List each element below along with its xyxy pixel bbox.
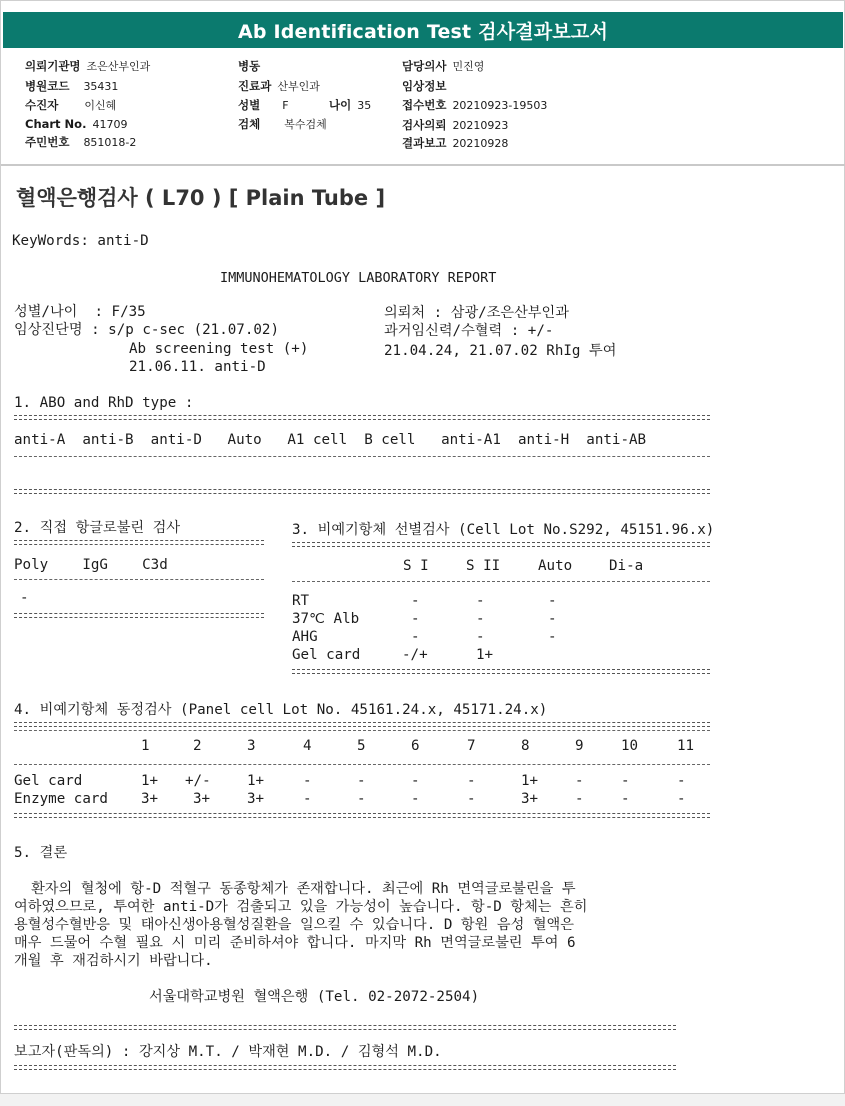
screening-value: -: [548, 629, 557, 645]
screening-col-dia: Di-a: [609, 558, 644, 574]
panel-value: 1+: [247, 773, 265, 789]
header-request-date: 검사의뢰 20210923: [402, 118, 509, 132]
panel-value: 1+: [141, 773, 159, 789]
lab-contact: 서울대학교병원 혈액은행 (Tel. 02-2072-2504): [149, 989, 480, 1005]
header-accession-no: 접수번호 20210923-19503: [402, 98, 548, 112]
conclusion-line: 용혈성수혈반응 및 태아신생아용혈성질환을 일으킬 수 있습니다. D 항원 음성 혈액은: [14, 917, 574, 933]
requester: 의뢰처 : 삼광/조은산부인과: [384, 305, 569, 321]
panel-mid-rule: [14, 764, 710, 765]
header-physician: 담당의사 민진영: [402, 59, 485, 73]
header-department: 진료과 산부인과: [238, 79, 320, 93]
screening-phase: RT: [292, 593, 310, 609]
dat-result: -: [20, 590, 29, 606]
header-chart-no: Chart No. 41709: [25, 117, 128, 131]
transfusion-history-line2: 21.04.24, 21.07.02 RhIg 투여: [384, 343, 617, 359]
panel-value: -: [575, 773, 584, 789]
screening-col-sii: S II: [466, 558, 501, 574]
header-age: 나이 35: [329, 98, 372, 112]
panel-value: 3+: [247, 791, 265, 807]
report-heading: IMMUNOHEMATOLOGY LABORATORY REPORT: [220, 270, 497, 286]
screening-phase: 37℃ Alb: [292, 611, 360, 627]
panel-value: -: [467, 773, 476, 789]
conclusion-line: 개월 후 재검하시기 바랍니다.: [14, 953, 213, 969]
dat-bottom-rule: [14, 613, 264, 618]
transfusion-history: 과거임신력/수혈력 : +/-: [384, 323, 554, 339]
dat-heading: 2. 직접 항글로불린 검사: [14, 520, 181, 536]
panel-cell-number: 3: [247, 738, 256, 754]
dat-top-rule: [14, 540, 264, 545]
screening-value: -: [476, 611, 485, 627]
header-institution: 의뢰기관명 조은산부인과: [25, 59, 151, 73]
clinical-diagnosis: 임상진단명 : s/p c-sec (21.07.02): [14, 322, 279, 338]
keywords: KeyWords: anti-D: [12, 233, 149, 249]
header-ward: 병동: [238, 59, 261, 73]
footer-top-rule: [14, 1025, 676, 1030]
header-hospital-code: 병원코드 35431: [25, 79, 119, 93]
panel-value: -: [677, 791, 686, 807]
clinical-diagnosis-line2: Ab screening test (+): [129, 341, 309, 357]
screening-mid-rule: [292, 581, 710, 582]
panel-cell-number: 8: [521, 738, 530, 754]
panel-cell-number: 5: [357, 738, 366, 754]
panel-value: 1+: [521, 773, 539, 789]
conclusion-line: 여하였으므로, 투여한 anti-D가 검출되고 있을 가능성이 높습니다. 항-D 항체는 흔히: [14, 899, 588, 915]
screening-heading: 3. 비예기항체 선별검사 (Cell Lot No.S292, 45151.96.x): [292, 522, 715, 538]
header-clinical-info: 임상정보: [402, 79, 447, 93]
screening-bottom-rule: [292, 669, 710, 674]
panel-cell-number: 1: [141, 738, 150, 754]
panel-cell-number: 7: [467, 738, 476, 754]
screening-value: -/+: [402, 647, 428, 663]
screening-value: -: [411, 629, 420, 645]
header-divider: [1, 164, 845, 166]
footer-bottom-rule: [14, 1065, 676, 1070]
header-report-date: 결과보고 20210928: [402, 136, 509, 150]
screening-value: -: [411, 611, 420, 627]
reporter: 보고자(판독의) : 강지상 M.T. / 박재현 M.D. / 김형석 M.D.: [14, 1044, 442, 1060]
panel-value: +/-: [185, 773, 211, 789]
abo-columns: anti-A anti-B anti-D Auto A1 cell B cell anti-A1 anti-H anti-AB: [14, 432, 647, 448]
panel-cell-number: 6: [411, 738, 420, 754]
report-title: Ab Identification Test 검사결과보고서: [3, 12, 843, 48]
section-title: 혈액은행검사 ( L70 ) [ Plain Tube ]: [16, 186, 386, 210]
screening-value: 1+: [476, 647, 494, 663]
screening-top-rule: [292, 542, 710, 547]
header-sex: 성별 F: [238, 98, 289, 112]
panel-cell-number: 10: [621, 738, 639, 754]
panel-value: -: [621, 791, 630, 807]
sex-age: 성별/나이 : F/35: [14, 304, 146, 320]
panel-cell-number: 11: [677, 738, 695, 754]
panel-cell-number: 2: [193, 738, 202, 754]
screening-value: -: [548, 611, 557, 627]
panel-heading: 4. 비예기항체 동정검사 (Panel cell Lot No. 45161.24.x, 45171.24.x): [14, 702, 548, 718]
abo-mid-rule: [14, 456, 710, 457]
panel-value: -: [357, 791, 366, 807]
panel-value: -: [621, 773, 630, 789]
conclusion-line: 매우 드물어 수혈 필요 시 미리 준비하셔야 합니다. 마지막 Rh 면역글로불린 투여 6: [14, 935, 576, 951]
screening-col-si: S I: [403, 558, 429, 574]
screening-value: -: [476, 629, 485, 645]
panel-value: 3+: [141, 791, 159, 807]
panel-row-name: Enzyme card: [14, 791, 108, 807]
dat-columns: Poly IgG C3d: [14, 557, 168, 573]
panel-value: 3+: [521, 791, 539, 807]
screening-value: -: [476, 593, 485, 609]
header-patient-name: 수진자 이신혜: [25, 98, 117, 112]
panel-bottom-rule: [14, 813, 710, 818]
screening-value: -: [411, 593, 420, 609]
panel-cell-number: 4: [303, 738, 312, 754]
clinical-diagnosis-line3: 21.06.11. anti-D: [129, 359, 266, 375]
panel-row-name: Gel card: [14, 773, 83, 789]
panel-value: -: [575, 791, 584, 807]
screening-phase: Gel card: [292, 647, 361, 663]
panel-cell-number: 9: [575, 738, 584, 754]
panel-top-rule: [14, 722, 710, 727]
conclusion-heading: 5. 결론: [14, 845, 68, 861]
screening-col-auto: Auto: [538, 558, 573, 574]
panel-value: -: [677, 773, 686, 789]
conclusion-line: 환자의 혈청에 항-D 적혈구 동종항체가 존재합니다. 최근에 Rh 면역글로불린을 투: [14, 881, 576, 897]
header-resident-no: 주민번호 851018-2: [25, 135, 137, 149]
panel-top-rule-2: [14, 730, 710, 731]
panel-value: -: [303, 773, 312, 789]
screening-value: -: [548, 593, 557, 609]
header-specimen: 검체 복수검체: [238, 117, 327, 131]
panel-value: -: [411, 791, 420, 807]
panel-value: -: [303, 791, 312, 807]
panel-value: -: [467, 791, 476, 807]
screening-phase: AHG: [292, 629, 318, 645]
panel-value: -: [411, 773, 420, 789]
panel-value: 3+: [193, 791, 211, 807]
dat-mid-rule: [14, 579, 264, 580]
abo-top-rule: [14, 415, 710, 420]
panel-value: -: [357, 773, 366, 789]
abo-heading: 1. ABO and RhD type :: [14, 395, 194, 411]
abo-bottom-rule: [14, 489, 710, 494]
